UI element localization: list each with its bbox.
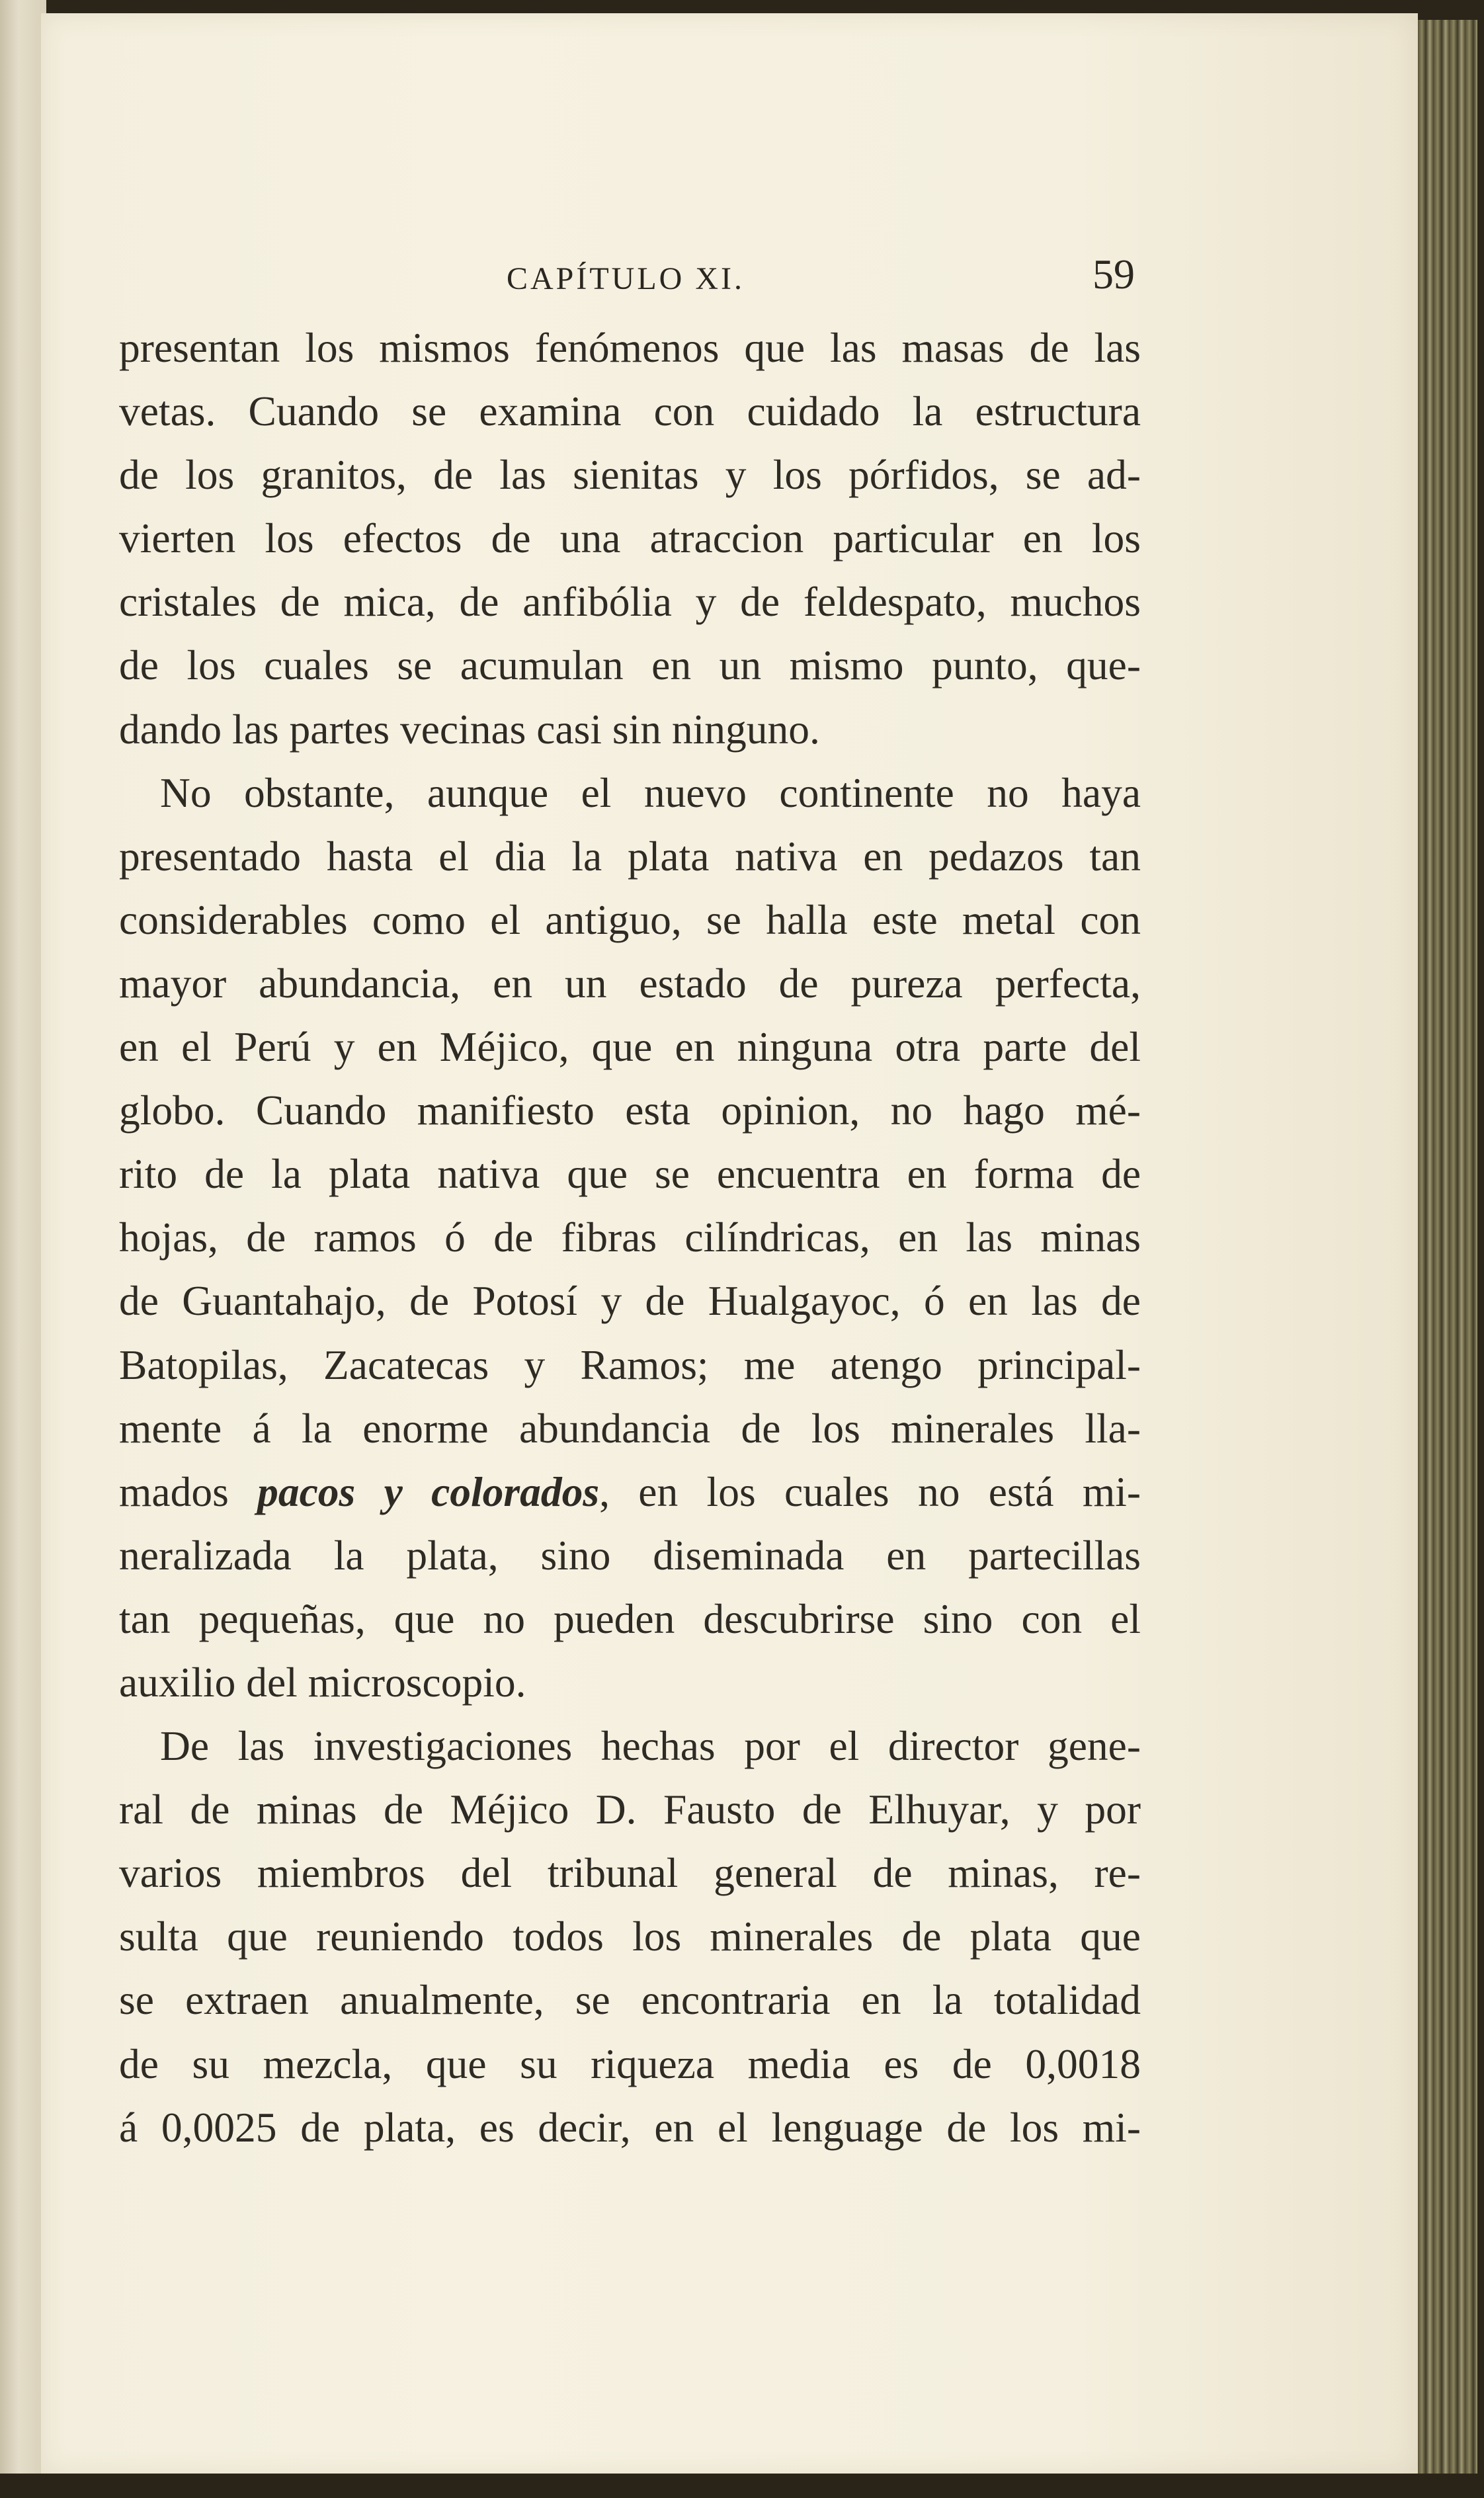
text-line: considerables como el antiguo, se halla este metal con — [119, 895, 1141, 943]
body-text — [119, 316, 1141, 2159]
text-line: mente á la enorme abundancia de los minerales lla- — [119, 1404, 1141, 1452]
text-line: dando las partes vecinas casi sin ninguno. — [119, 705, 820, 753]
text-line: de Guantahajo, de Potosí y de Hualgayoc, ó en las de — [119, 1277, 1141, 1325]
text-line: rito de la plata nativa que se encuentra en forma de — [119, 1150, 1141, 1198]
text-line: varios miembros del tribunal general de minas, re- — [119, 1849, 1141, 1897]
emphasized-term: pacos y colorados — [257, 1468, 600, 1515]
paragraph-start-line: No obstante, aunque el nuevo continente no haya — [160, 769, 1141, 816]
page-number: 59 — [1092, 251, 1135, 298]
text-line: presentado hasta el dia la plata nativa en pedazos tan — [119, 832, 1141, 880]
running-title: CAPÍTULO XI. — [507, 261, 745, 296]
text-span: , en los cuales no está mi- — [599, 1468, 1141, 1515]
page-header — [116, 250, 1135, 303]
scan-bottom-border — [0, 2474, 1484, 2498]
text-line: de su mezcla, que su riqueza media es de 0,0018 — [119, 2040, 1141, 2087]
text-line: cristales de mica, de anfibólia y de feldespato, muchos — [119, 578, 1141, 626]
text-line: sulta que reuniendo todos los minerales de plata que — [119, 1913, 1141, 1960]
text-line: vetas. Cuando se examina con cuidado la estructura — [119, 388, 1141, 435]
text-line: se extraen anualmente, se encontraria en la totalidad — [119, 1976, 1141, 2024]
left-page-edge — [0, 0, 46, 2498]
paragraph-start-line: De las investigaciones hechas por el director gene- — [160, 1722, 1141, 1770]
text-line: en el Perú y en Méjico, que en ninguna otra parte del — [119, 1023, 1141, 1071]
text-line: mayor abundancia, en un estado de pureza perfecta, — [119, 959, 1141, 1007]
text-line: Batopilas, Zacatecas y Ramos; me atengo principal- — [119, 1341, 1141, 1388]
text-line: vierten los efectos de una atraccion particular en los — [119, 515, 1141, 562]
text-line: presentan los mismos fenómenos que las masas de las — [119, 324, 1141, 371]
text-line: ral de minas de Méjico D. Fausto de Elhuyar, y por — [119, 1786, 1141, 1833]
text-line: de los granitos, de las sienitas y los pórfidos, se ad- — [119, 451, 1141, 499]
text-line-with-emphasis — [119, 1460, 1141, 1524]
text-line: de los cuales se acumulan en un mismo punto, que- — [119, 642, 1141, 689]
text-line: hojas, de ramos ó de fibras cilíndricas, en las minas — [119, 1214, 1141, 1261]
text-line: auxilio del microscopio. — [119, 1658, 526, 1706]
text-line: á 0,0025 de plata, es decir, en el lenguage de los mi- — [119, 2103, 1141, 2151]
book-fore-edge — [1418, 20, 1477, 2480]
text-line: tan pequeñas, que no pueden descubrirse sino con el — [119, 1595, 1141, 1642]
text-line: globo. Cuando manifiesto esta opinion, no hago mé- — [119, 1087, 1141, 1134]
text-line: neralizada la plata, sino diseminada en partecillas — [119, 1531, 1141, 1579]
text-span: mados — [119, 1468, 229, 1515]
